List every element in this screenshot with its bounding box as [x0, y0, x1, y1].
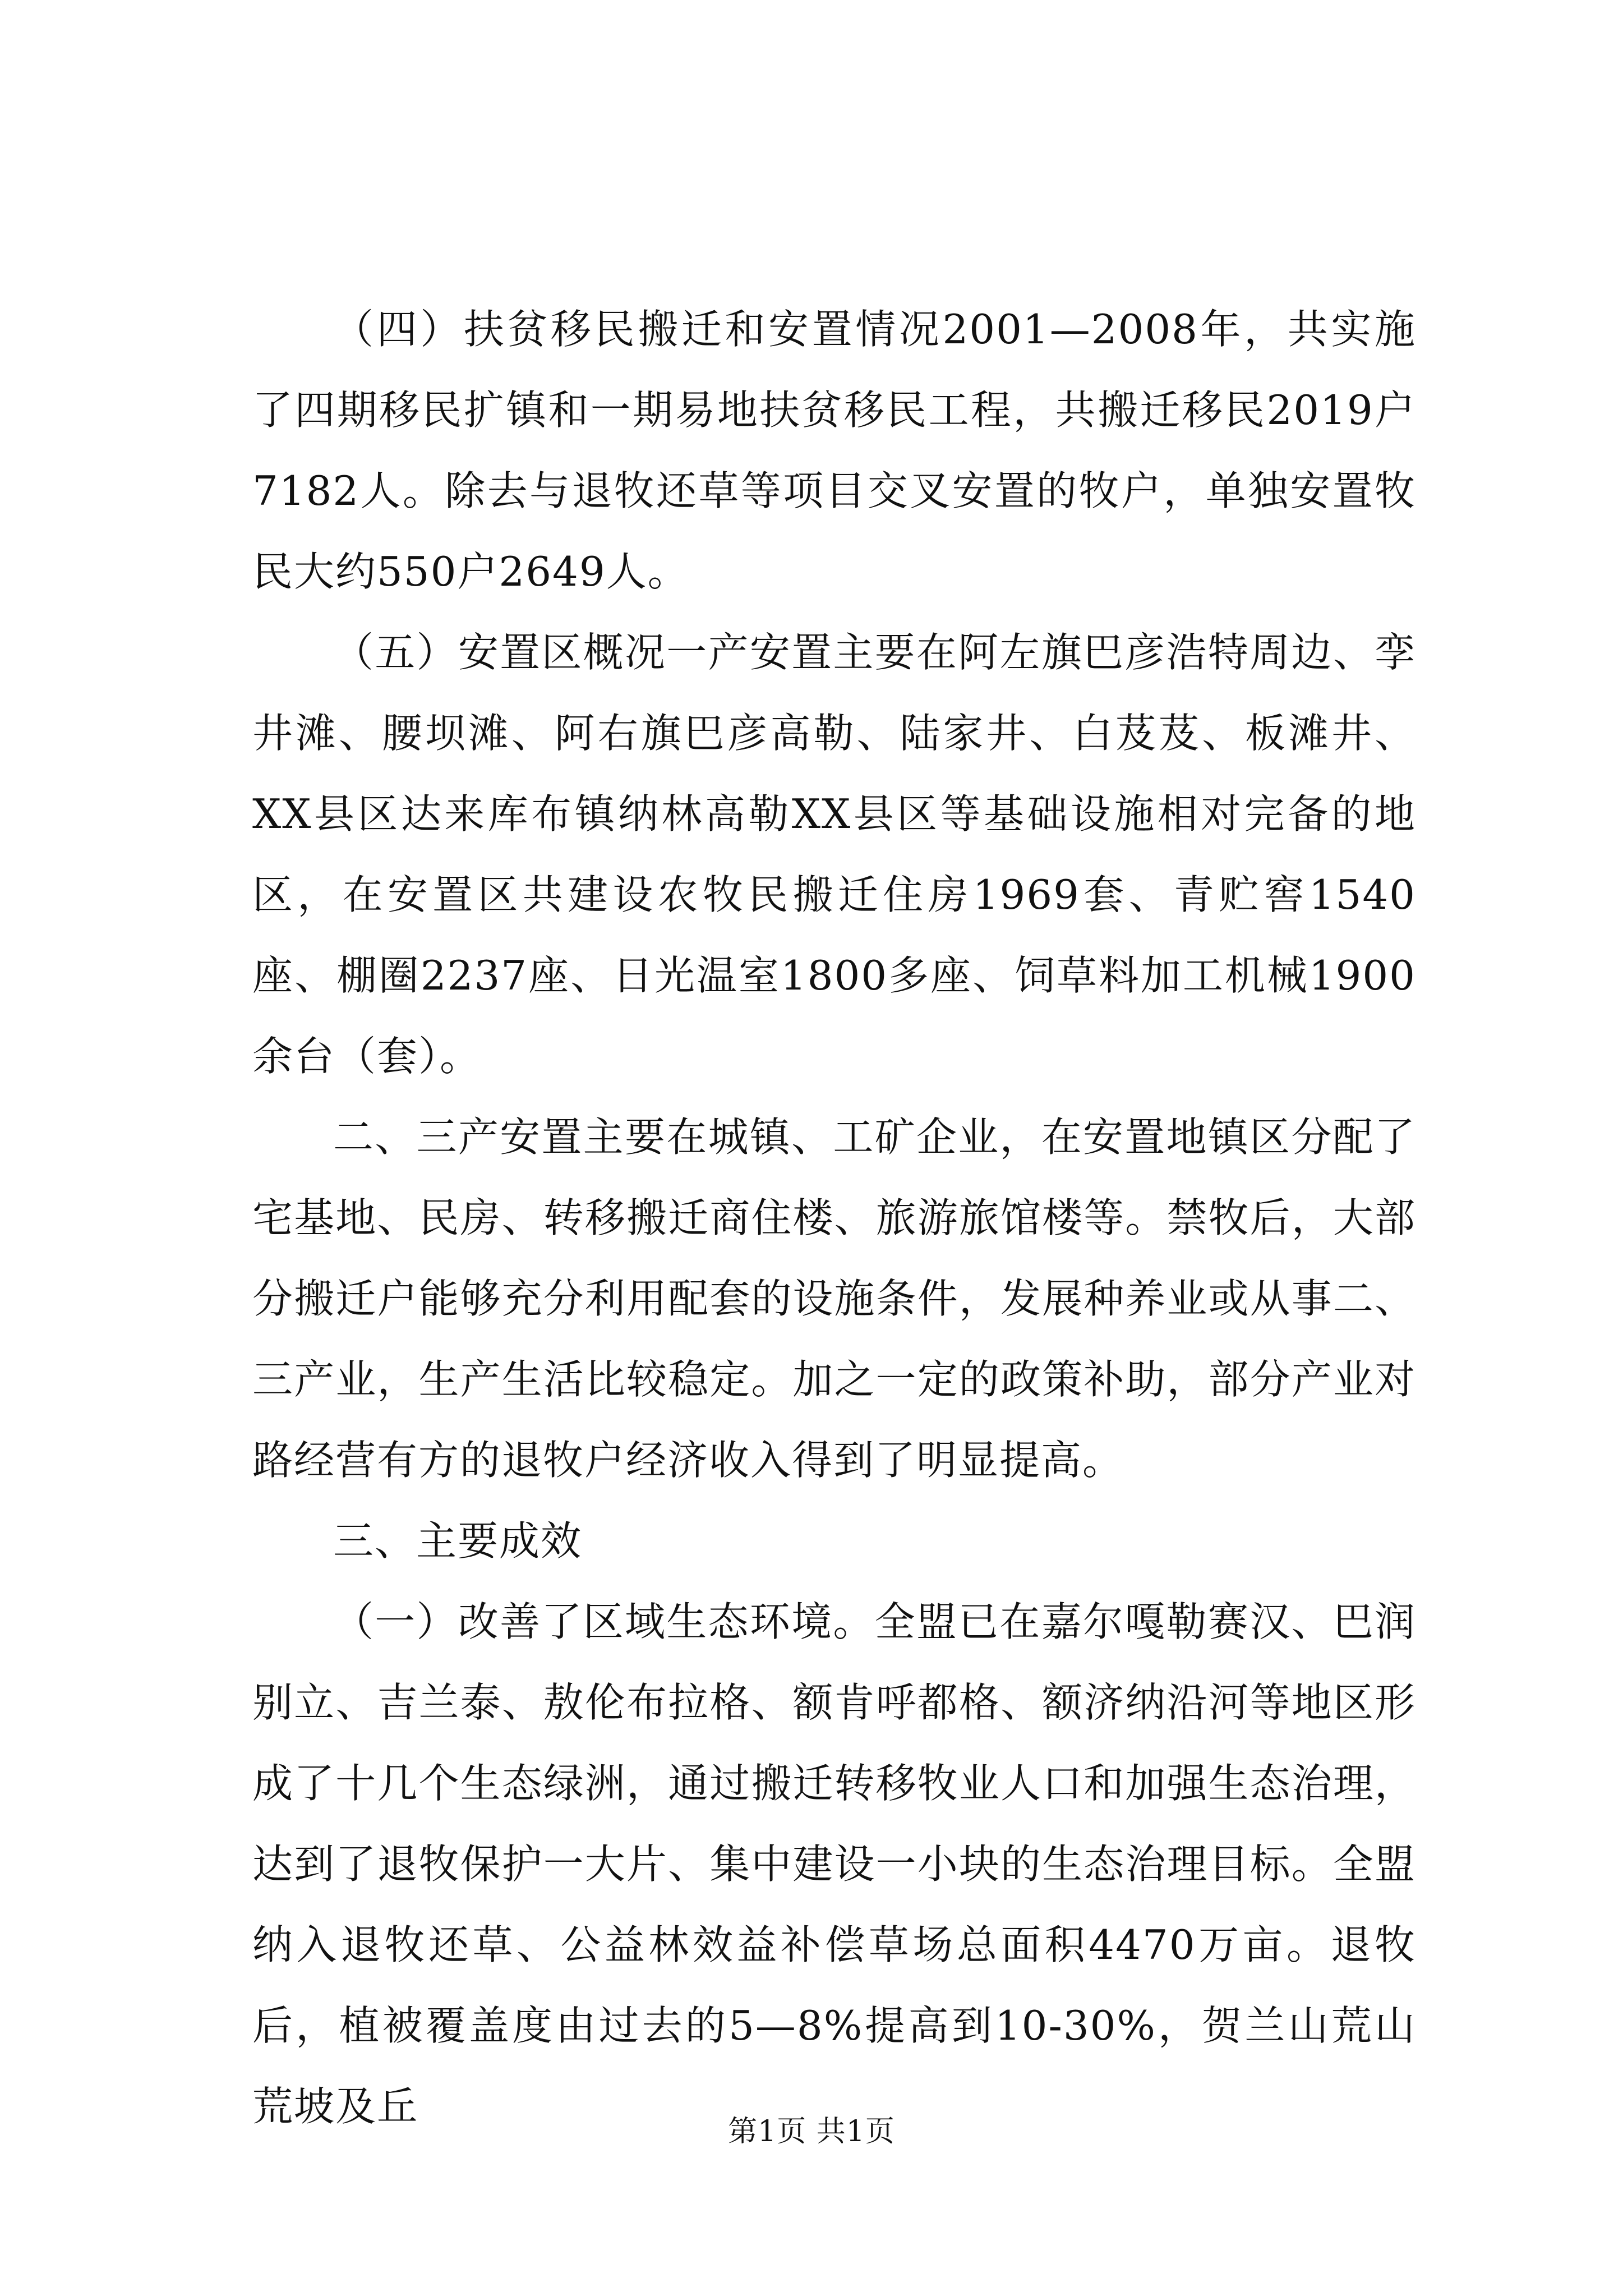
paragraph-ecology-improvement: （一）改善了区域生态环境。全盟已在嘉尔嘎勒赛汉、巴润别立、吉兰泰、敖伦布拉格、额肯呼都格、额济纳沿河等地区形成了十几个生态绿洲，通过搬迁转移牧业人口和加强生态治理，达到了退牧保护一大片、集中建设一小块的生态治理目标。全盟纳入退牧还草、公益林效益补偿草场总面积4470万亩。退牧后，植被覆盖度由过去的5—8%提高到10-30%，贺兰山荒山荒坡及丘	[252, 1598, 1416, 2130]
paragraph-secondary-tertiary-placement: 二、三产安置主要在城镇、工矿企业，在安置地镇区分配了宅基地、民房、转移搬迁商住楼、旅游旅馆楼等。禁牧后，大部分搬迁户能够充分利用配套的设施条件，发展种养业或从事二、三产业，生产生活比较稳定。加之一定的政策补助，部分产业对路经营有方的退牧户经济收入得到了明显提高。	[252, 1114, 1416, 1484]
section-heading-main-results: 三、主要成效	[333, 1517, 583, 1565]
page-number-label: 第1页 共1页	[728, 2115, 895, 2148]
document-body	[252, 289, 1416, 2147]
paragraph-resettlement-overview: （四）扶贫移民搬迁和安置情况2001—2008年，共实施了四期移民扩镇和一期易地扶贫移民工程，共搬迁移民2019户7182人。除去与退牧还草等项目交叉安置的牧户，单独安置牧民大约550户2649人。	[252, 306, 1416, 595]
paragraph-resettlement-areas: （五）安置区概况一产安置主要在阿左旗巴彦浩特周边、孪井滩、腰坝滩、阿右旗巴彦高勒、陆家井、白芨芨、板滩井、XX县区达来库布镇纳林高勒XX县区等基础设施相对完备的地区，在安置区共建设农牧民搬迁住房1969套、青贮窖1540座、棚圈2237座、日光温室1800多座、饲草料加工机械1900余台（套）。	[252, 629, 1416, 1080]
page-footer	[0, 2109, 1623, 2154]
